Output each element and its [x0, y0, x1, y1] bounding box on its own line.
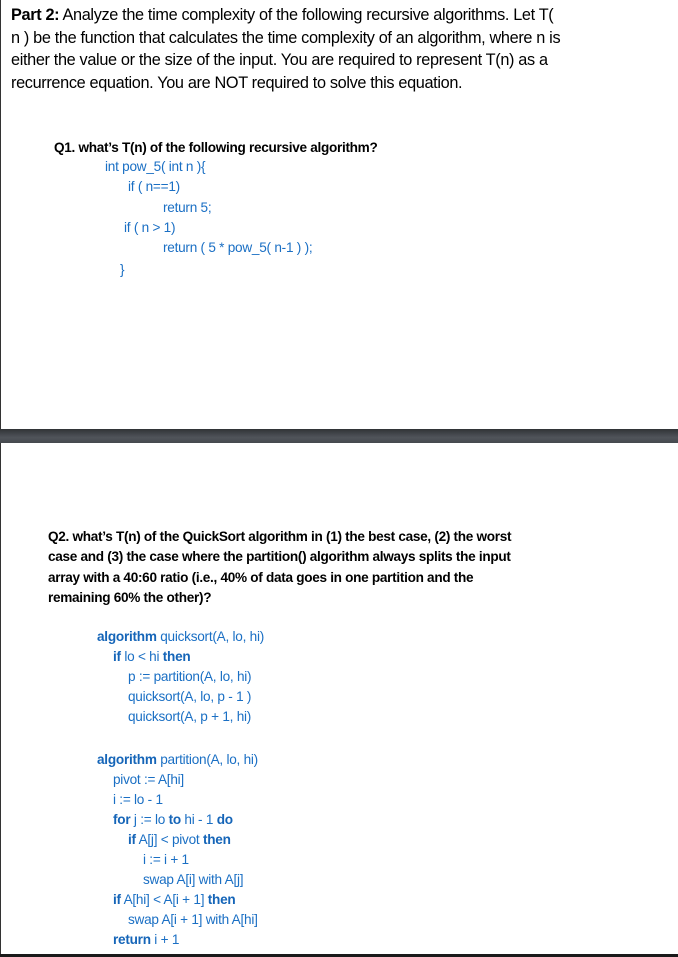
code-keyword: algorithm — [97, 752, 157, 767]
code-line — [163, 239, 312, 257]
code-line — [113, 771, 184, 789]
q1-question: Q1. what’s T(n) of the following recursive algorithm? — [54, 140, 378, 155]
code-text: if ( n==1) — [128, 179, 180, 194]
q2-question — [48, 527, 511, 608]
code-text: swap A[i + 1] with A[hi] — [128, 912, 258, 927]
code-line — [113, 811, 233, 829]
intro-line: either the value or the size of the input. You are required to represent T(n) as a — [11, 51, 548, 69]
code-text: p := partition(A, lo, hi) — [128, 669, 252, 684]
code-line — [128, 831, 231, 849]
code-text: quicksort(A, p + 1, hi) — [128, 709, 252, 724]
code-text: return 5; — [163, 200, 212, 215]
q2-question-line: remaining 60% the other)? — [48, 589, 212, 605]
intro-line: recurrence equation. You are NOT required to solve this equation. — [11, 73, 463, 92]
code-line — [113, 931, 179, 949]
code-keyword: algorithm — [97, 629, 157, 644]
section-divider — [0, 429, 678, 443]
intro-line: Part 2: Analyze the time complexity of the following recursive algorithms. Let T( — [11, 6, 554, 24]
code-keyword: then — [207, 892, 236, 907]
q2-question-line: Q2. what’s T(n) of the QuickSort algorithm in (1) the best case, (2) the worst — [48, 529, 512, 544]
code-line — [163, 199, 211, 217]
code-keyword: to — [168, 812, 181, 827]
code-text: A[hi] < A[i + 1] — [120, 892, 208, 907]
code-text: int pow_5( int n ){ — [105, 159, 206, 174]
code-keyword: if — [128, 832, 136, 847]
code-text: if ( n > 1) — [124, 220, 176, 235]
part-label: Part 2: — [11, 6, 60, 24]
code-keyword: for — [113, 812, 131, 827]
code-line — [97, 628, 264, 646]
code-text: pivot := A[hi] — [113, 772, 184, 787]
code-line — [143, 851, 189, 869]
code-keyword: if — [113, 649, 121, 664]
code-keyword: return — [113, 932, 151, 947]
code-text: partition(A, lo, hi) — [156, 752, 258, 767]
code-line — [128, 178, 180, 196]
code-line — [128, 708, 251, 726]
q2-question-line: array with a 40:60 ratio (i.e., 40% of data goes in one partition and the — [48, 569, 474, 585]
code-line — [124, 219, 175, 237]
code-keyword: then — [202, 832, 231, 847]
code-text: i := i + 1 — [143, 852, 189, 867]
code-text: A[j] < pivot — [135, 832, 203, 847]
code-text: i + 1 — [150, 932, 180, 947]
code-keyword: if — [113, 892, 121, 907]
code-line — [97, 751, 258, 769]
intro-line: n ) be the function that calculates the time complexity of an algorithm, where n is — [11, 28, 561, 47]
code-text: i := lo - 1 — [113, 792, 163, 807]
code-line — [113, 791, 163, 809]
code-line — [128, 668, 251, 686]
intro-paragraph — [11, 4, 560, 94]
code-text: quicksort(A, lo, p - 1 ) — [128, 689, 252, 704]
code-keyword: then — [162, 649, 191, 664]
code-line — [105, 158, 205, 176]
code-text: quicksort(A, lo, hi) — [156, 629, 264, 644]
code-text: } — [120, 262, 125, 277]
code-text: return ( 5 * pow_5( n-1 ) ); — [163, 240, 313, 255]
code-text: j := lo — [130, 812, 169, 827]
q2-question-line: case and (3) the case where the partition() algorithm always splits the input — [48, 549, 511, 565]
code-text: swap A[i] with A[j] — [143, 872, 244, 887]
code-line — [128, 688, 251, 706]
code-keyword: do — [216, 812, 233, 827]
code-line — [120, 261, 124, 279]
code-line — [128, 911, 258, 929]
code-line — [143, 871, 243, 889]
code-line — [113, 891, 235, 909]
code-line — [113, 648, 190, 666]
code-text: lo < hi — [120, 649, 163, 664]
page-border — [0, 0, 1, 957]
code-text: hi - 1 — [180, 812, 217, 827]
